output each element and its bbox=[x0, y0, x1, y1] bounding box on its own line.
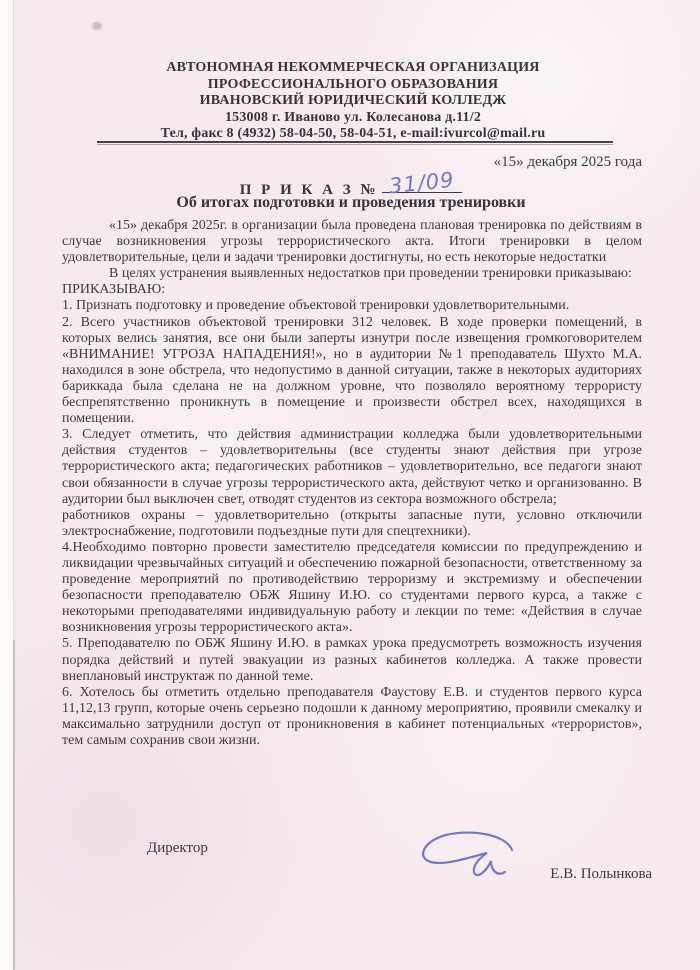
org-name-line2: ПРОФЕССИОНАЛЬНОГО ОБРАЗОВАНИЯ bbox=[207, 76, 499, 92]
letterhead bbox=[95, 60, 611, 143]
letterhead-divider bbox=[97, 141, 613, 143]
paragraph: «15» декабря 2025г. в организации была проведена плановая тренировка по действиям в случае возникновения угрозы террористического акта. Итоги тренировки в целом удовлетворительные, цели и задачи тренировки достигнуты, но есть некоторые недостатки bbox=[62, 218, 642, 266]
order-item-3: 3. Следует отметить, что действия администрации колледжа были удовлетворительными действия студентов – удовлетворительны (все студенты знают действия при угрозе террористического акта; педагогических работников – удовлетворительно, все педагоги знают свои обязанности в случае угрозы террористического акта, действуют четко и организованно. В аудитории был выключен свет, отводят студентов из сектора возможного обстрела; bbox=[62, 427, 642, 507]
scan-left-edge bbox=[0, 0, 14, 970]
order-number-handwritten: 31/09 bbox=[388, 167, 457, 199]
org-name-line1: АВТОНОМНАЯ НЕКОММЕРЧЕСКАЯ ОРГАНИЗАЦИЯ bbox=[166, 60, 540, 75]
order-body bbox=[62, 218, 642, 749]
org-name-line3: ИВАНОВСКИЙ ЮРИДИЧЕСКИЙ КОЛЛЕДЖ bbox=[199, 93, 507, 108]
order-item-2: 2. Всего участников объектовой тренировки 312 человек. В ходе проверки помещений, в которых велись занятия, все они были заперты изнутри после извещения громкоговорителем «ВНИМАНИЕ! УГРОЗА НАПАДЕНИЯ!», но в аудитории №1 преподаватель Шухто М.А. находился в зоне обстрела, что недопустимо в данной ситуации, также в некоторых аудиториях бариккада была сделана не на должном уровне, что позволяло вероятному террористу беспрепятственно проникнуть в помещение и произвести обстрел всех, находящихся в помещении. bbox=[62, 314, 642, 427]
paragraph: ПРИКАЗЫВАЮ: bbox=[62, 282, 166, 298]
order-item-4: 4.Необходимо повторно провести заместителю председателя комиссии по предупреждению и ликвидации чрезвычайных ситуаций и обеспечению пожарной безопасности, ответственному за проведение мероприятий по противодействию терроризму и экстремизму и обеспечении безопасности преподавателю ОБЖ Яшину И.Ю. со студентами первого курса, а также с некоторыми преподавателями индивидуальную работу и лекции по теме: «Действия в случае возникновения угрозы террористического акта». bbox=[62, 539, 642, 636]
signer-name: Е.В. Полынкова bbox=[550, 866, 652, 882]
org-contacts: Тел, факс 8 (4932) 58-04-50, 58-04-51, e-mail:ivurcol@mail.ru bbox=[160, 126, 546, 141]
order-title-label: П Р И К А З № bbox=[239, 182, 379, 198]
order-number-slot bbox=[382, 167, 462, 199]
org-address: 153008 г. Иваново ул. Колесанова д.11/2 bbox=[224, 109, 482, 125]
order-item-5: 5. Преподавателю по ОБЖ Яшину И.Ю. в рамках урока предусмотреть возможность изучения порядка действий и путей эвакуации из разных кабинетов колледжа. А также провести внеплановый инструктаж по данной теме. bbox=[62, 636, 642, 684]
handwritten-signature bbox=[412, 826, 532, 890]
order-item-6: 6. Хотелось бы отметить отдельно преподавателя Фаустову Е.В. и студентов первого курса 11,12,13 групп, которые очень серьезно подошли к данному мероприятию, проявили смекалку и максимально затруднили доступ от проникновения в кабинет потенциальных «террористов», тем самым сохранив свои жизни. bbox=[62, 684, 642, 748]
scan-smudge bbox=[92, 22, 102, 30]
signer-position: Директор bbox=[147, 840, 208, 856]
paragraph: В целях устранения выявленных недостатков при проведении тренировки приказываю: bbox=[109, 266, 632, 282]
order-item-1: 1. Признать подготовку и проведение объектовой тренировки удовлетворительными. bbox=[62, 298, 570, 314]
paragraph: работников охраны – удовлетворительно (открыты запасные пути, условно отключили электроснабжение, подготовили подъездные пути для спецтехники). bbox=[62, 507, 642, 539]
order-date: «15» декабря 2025 года bbox=[493, 154, 642, 170]
order-subject: Об итогах подготовки и проведения тренировки bbox=[176, 194, 526, 211]
paper-fold-shadow bbox=[13, 640, 15, 970]
